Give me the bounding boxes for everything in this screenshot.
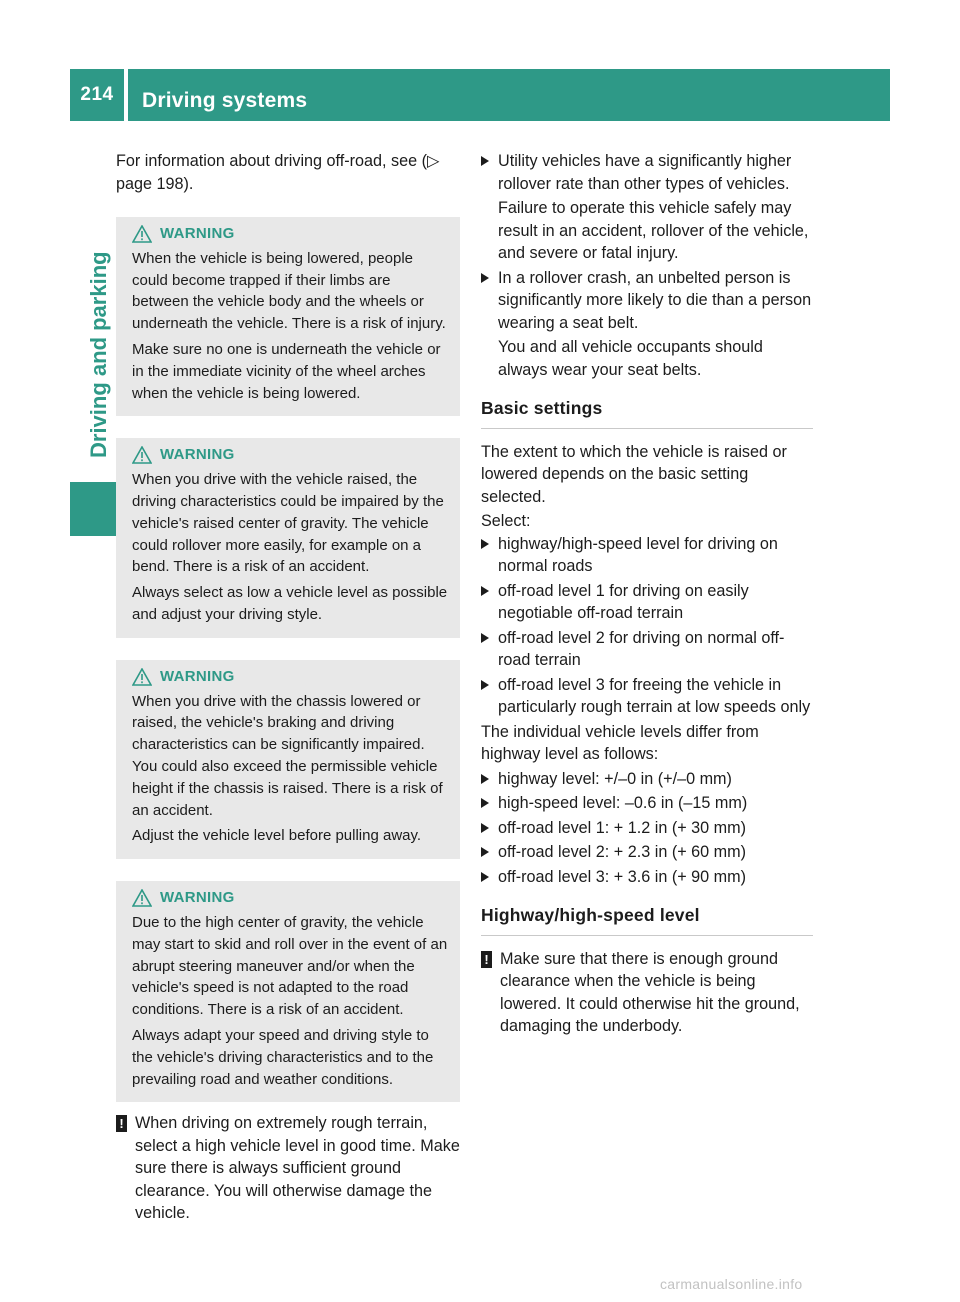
damage-notice (116, 1112, 460, 1225)
warning-box (116, 217, 460, 416)
page-title: Driving systems (142, 89, 308, 112)
section-heading-highway: Highway/high-speed level (481, 904, 813, 936)
warning-text: Make sure no one is underneath the vehicle or in the immediate vicinity of the wheel arches when the vehicle is being lowered. (132, 340, 441, 402)
warning-triangle-icon (132, 889, 152, 907)
exclamation-icon: ! (116, 1115, 127, 1132)
select-label: Select: (481, 512, 531, 530)
safety-list (481, 150, 813, 381)
list-item-text: In a rollover crash, an unbelted person is significantly more likely to die than a person wearing a seat belt. (498, 268, 812, 332)
warning-box (116, 881, 460, 1102)
warning-title: WARNING (160, 889, 235, 907)
exclamation-icon: ! (481, 951, 492, 968)
list-item: high-speed level: –0.6 in (–15 mm) (481, 792, 813, 815)
list-item-text: You and all vehicle occupants should always wear your seat belts. (498, 338, 763, 379)
list-item: off-road level 1: + 1.2 in (+ 30 mm) (481, 817, 813, 840)
warning-heading (132, 223, 450, 245)
list-item: off-road level 3: + 3.6 in (+ 90 mm) (481, 866, 813, 889)
section-heading-basic-settings: Basic settings (481, 397, 813, 429)
list-item: off-road level 1 for driving on easily negotiable off-road terrain (481, 580, 813, 625)
warning-text: Always select as low a vehicle level as possible and adjust your driving style. (132, 584, 448, 623)
select-list (481, 533, 813, 719)
list-item (481, 150, 813, 265)
list-item: highway/high-speed level for driving on normal roads (481, 533, 813, 578)
warning-text: When you drive with the chassis lowered or raised, the vehicle's braking and driving characteristics can be significantly impaired. You could also exceed the permissible vehicle height if the chassis is raised. There is a risk of an accident. (132, 692, 443, 819)
page-number: 214 (80, 84, 114, 105)
warning-text: Always adapt your speed and driving style to the vehicle's driving characteristics and to the prevailing road and weather conditions. (132, 1026, 434, 1088)
basic-intro: The extent to which the vehicle is raised or lowered depends on the basic setting selected. (481, 442, 787, 506)
ground-clearance-notice (481, 948, 813, 1038)
warning-heading (132, 887, 450, 909)
warning-triangle-icon (132, 446, 152, 464)
right-column (481, 150, 813, 1038)
levels-list (481, 768, 813, 889)
notice-text: When driving on extremely rough terrain, select a high vehicle level in good time. Make sure there is always sufficient ground clearance. You will otherwise damage the vehicle. (135, 1114, 460, 1223)
list-item: off-road level 2: + 2.3 in (+ 60 mm) (481, 841, 813, 864)
list-item: off-road level 3 for freeing the vehicle in particularly rough terrain at low speeds only (481, 674, 813, 719)
section-side-label: Driving and parking (86, 251, 111, 458)
left-column (116, 150, 460, 1225)
list-item (481, 267, 813, 382)
watermark: carmanualsonline.info (660, 1276, 803, 1292)
list-item-text: Failure to operate this vehicle safely may result in an accident, rollover of the vehicle, and severe or fatal injury. (498, 199, 809, 262)
warning-heading (132, 444, 450, 466)
header-divider (124, 69, 128, 121)
warning-text: When you drive with the vehicle raised, the driving characteristics could be impaired by the vehicle's raised center of gravity. The vehicle could rollover more easily, for example on a bend. There is a risk of an accident. (132, 471, 444, 576)
warning-box (116, 660, 460, 859)
warning-heading (132, 666, 450, 688)
list-item: highway level: +/–0 in (+/–0 mm) (481, 768, 813, 791)
warning-triangle-icon (132, 668, 152, 686)
warning-box (116, 438, 460, 637)
list-item-text: Utility vehicles have a significantly higher rollover rate than other types of vehicles. (498, 152, 792, 193)
list-item: off-road level 2 for driving on normal off-road terrain (481, 627, 813, 672)
notice-text: Make sure that there is enough ground clearance when the vehicle is being lowered. It could otherwise hit the ground, damaging the underbody. (500, 949, 800, 1035)
intro-text: For information about driving off-road, see (▷ page 198). (116, 152, 440, 193)
warning-text: Adjust the vehicle level before pulling away. (132, 827, 422, 845)
warning-title: WARNING (160, 225, 235, 242)
warning-triangle-icon (132, 225, 152, 243)
warning-text: When the vehicle is being lowered, people could become trapped if their limbs are between the vehicle body and the wheels or underneath the vehicle. There is a risk of injury. (132, 249, 446, 333)
warning-title: WARNING (160, 667, 235, 685)
warning-text: Due to the high center of gravity, the vehicle may start to skid and roll over in the event of an abrupt steering maneuver and/or when the vehicle's speed is not adapted to the road conditions. There is a risk of an accident. (132, 913, 448, 1019)
warning-title: WARNING (160, 446, 235, 464)
levels-intro: The individual vehicle levels differ from highway level as follows: (481, 722, 759, 763)
